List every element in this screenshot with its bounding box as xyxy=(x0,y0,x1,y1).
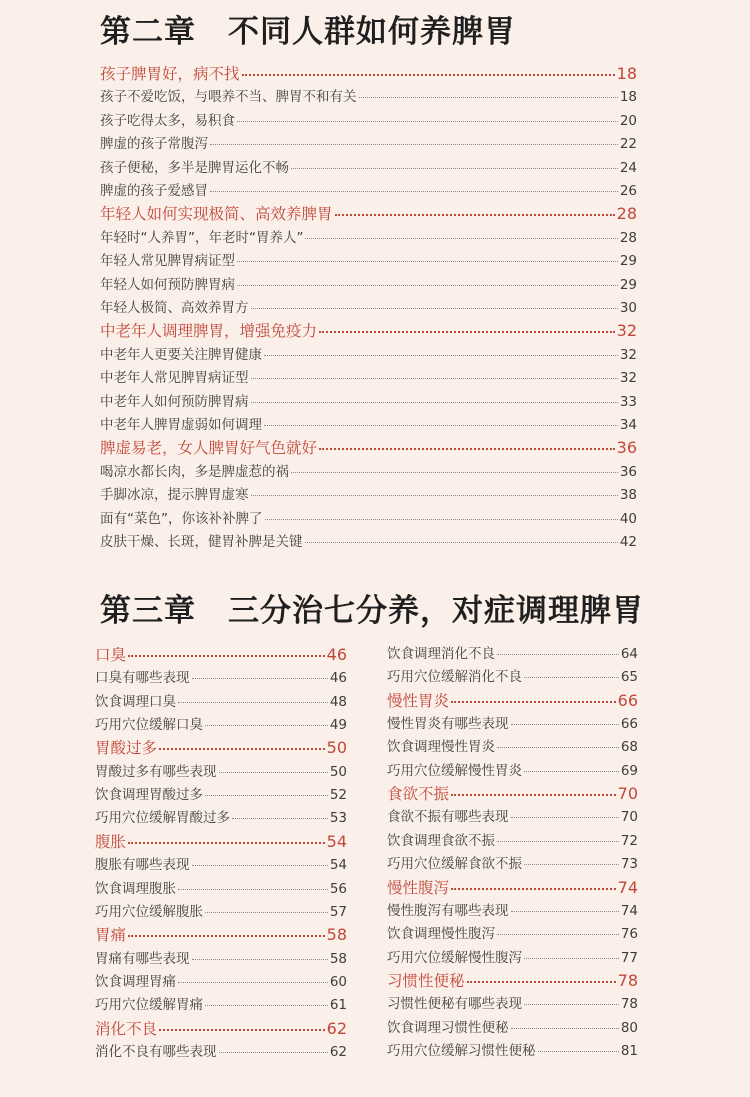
toc-entry-page-number: 61 xyxy=(329,997,347,1014)
toc-entry[interactable] xyxy=(100,296,637,316)
dot-leader xyxy=(538,1051,619,1052)
toc-entry-page-number: 76 xyxy=(620,926,638,943)
toc-entry-page-number: 53 xyxy=(329,810,347,827)
toc-entry-title: 胃酸过多有哪些表现 xyxy=(95,763,217,780)
toc-section-entry[interactable] xyxy=(95,1017,347,1039)
toc-entry-page-number: 46 xyxy=(329,670,347,687)
toc-entry-title: 习惯性便秘 xyxy=(387,971,465,990)
toc-entry-page-number: 77 xyxy=(620,949,638,966)
dot-leader xyxy=(319,331,615,333)
dot-leader xyxy=(192,865,328,866)
toc-entry-page-number: 60 xyxy=(329,973,347,990)
toc-entry[interactable] xyxy=(95,783,347,803)
toc-entry[interactable] xyxy=(95,993,347,1013)
dot-leader xyxy=(251,378,618,379)
toc-entry-title: 胃酸过多 xyxy=(95,739,158,758)
toc-entry-page-number: 81 xyxy=(620,1042,638,1059)
dot-leader xyxy=(291,168,618,169)
toc-entry-title: 饮食调理消化不良 xyxy=(387,646,495,662)
toc-entry-page-number: 72 xyxy=(620,832,638,849)
toc-entry[interactable] xyxy=(387,1016,638,1036)
toc-entry-title: 口臭 xyxy=(95,646,127,664)
toc-entry-title: 胃痛有哪些表现 xyxy=(95,950,190,967)
toc-entry-page-number: 36 xyxy=(619,463,637,480)
toc-entry-title: 脾虚易老，女人脾胃好气色就好 xyxy=(100,439,318,458)
dot-leader xyxy=(335,214,615,216)
toc-entry-title: 皮肤干燥、长斑，健胃补脾是关键 xyxy=(100,534,303,550)
dot-leader xyxy=(232,818,328,819)
dot-leader xyxy=(305,238,617,239)
toc-entry-page-number: 32 xyxy=(619,346,637,363)
toc-entry-page-number: 32 xyxy=(619,370,637,387)
toc-entry-title: 食欲不振 xyxy=(387,785,450,804)
toc-entry-page-number: 29 xyxy=(619,253,637,270)
toc-entry-page-number: 62 xyxy=(326,1018,347,1038)
toc-entry-page-number: 46 xyxy=(326,645,347,664)
toc-entry-title: 饮食调理慢性腹泻 xyxy=(387,926,495,943)
dot-leader xyxy=(242,74,615,76)
toc-entry-title: 巧用穴位缓解慢性胃炎 xyxy=(387,762,522,779)
toc-entry[interactable] xyxy=(387,759,638,779)
toc-section-entry[interactable] xyxy=(95,643,347,665)
dot-leader xyxy=(264,425,618,426)
dot-leader xyxy=(511,724,619,725)
toc-entry[interactable] xyxy=(100,483,637,503)
toc-entry-page-number: 33 xyxy=(619,393,637,410)
toc-entry[interactable] xyxy=(95,713,347,733)
dot-leader xyxy=(159,748,325,750)
dot-leader xyxy=(319,448,615,450)
dot-leader xyxy=(210,144,618,145)
toc-entry-title: 面有“菜色”，你该补补脾了 xyxy=(100,510,263,527)
toc-entry[interactable] xyxy=(100,109,637,129)
toc-entry-page-number: 29 xyxy=(619,276,637,293)
dot-leader xyxy=(178,982,328,983)
toc-entry-title: 饮食调理胃痛 xyxy=(95,973,176,990)
toc-entry-title: 消化不良有哪些表现 xyxy=(95,1043,217,1060)
toc-entry-title: 巧用穴位缓解腹胀 xyxy=(95,903,203,920)
toc-entry-page-number: 54 xyxy=(326,831,347,851)
toc-entry-title: 孩子吃得太多，易积食 xyxy=(100,112,235,129)
toc-entry-title: 中老年人更要关注脾胃健康 xyxy=(100,346,262,363)
dot-leader xyxy=(497,841,619,842)
dot-leader xyxy=(524,771,619,772)
dot-leader xyxy=(192,959,328,960)
toc-entry-page-number: 68 xyxy=(620,739,638,756)
toc-entry[interactable] xyxy=(387,852,638,872)
toc-entry-title: 腹胀有哪些表现 xyxy=(95,857,190,874)
toc-entry-title: 孩子脾胃好，病不找 xyxy=(100,65,240,83)
toc-entry-title: 饮食调理慢性胃炎 xyxy=(387,739,495,756)
toc-entry-title: 年轻人极简、高效养胃方 xyxy=(100,300,249,316)
toc-entry[interactable] xyxy=(100,507,637,527)
dot-leader xyxy=(237,121,618,122)
dot-leader xyxy=(264,355,618,356)
toc-entry[interactable] xyxy=(100,132,637,152)
toc-entry[interactable] xyxy=(100,226,637,246)
toc-entry[interactable] xyxy=(100,413,637,433)
dot-leader xyxy=(205,725,328,726)
dot-leader xyxy=(192,678,328,679)
dot-leader xyxy=(511,817,619,818)
toc-entry[interactable] xyxy=(95,877,347,897)
toc-entry[interactable] xyxy=(387,1039,638,1059)
toc-entry-title: 巧用穴位缓解胃痛 xyxy=(95,997,203,1014)
toc-entry-title: 中老年人如何预防脾胃病 xyxy=(100,393,249,410)
toc-entry-title: 巧用穴位缓解消化不良 xyxy=(387,669,522,686)
dot-leader xyxy=(451,888,616,890)
toc-entry[interactable] xyxy=(387,805,638,825)
chapter-2-title: 第二章 不同人群如何养脾胃 xyxy=(100,14,516,50)
dot-leader xyxy=(291,472,618,473)
toc-section-entry[interactable] xyxy=(100,62,637,84)
toc-entry-page-number: 80 xyxy=(620,1019,638,1036)
toc-entry-page-number: 78 xyxy=(617,970,638,990)
toc-entry-title: 慢性腹泻有哪些表现 xyxy=(387,902,509,919)
toc-entry[interactable] xyxy=(387,922,638,942)
toc-entry-title: 中老年人常见脾胃病证型 xyxy=(100,370,249,387)
toc-entry-title: 年轻时“人养胃”，年老时“胃养人” xyxy=(100,229,304,246)
toc-entry-title: 食欲不振有哪些表现 xyxy=(387,809,509,826)
toc-entry-title: 慢性胃炎有哪些表现 xyxy=(387,716,509,733)
dot-leader xyxy=(511,1028,619,1029)
dot-leader xyxy=(524,1004,619,1005)
toc-entry[interactable] xyxy=(95,947,347,967)
dot-leader xyxy=(524,864,619,865)
dot-leader xyxy=(305,542,618,543)
toc-entry-page-number: 50 xyxy=(326,738,347,758)
toc-entry-title: 巧用穴位缓解胃酸过多 xyxy=(95,810,230,827)
toc-entry[interactable] xyxy=(387,899,638,919)
toc-entry-title: 中老年人调理脾胃，增强免疫力 xyxy=(100,322,318,341)
toc-entry-page-number: 78 xyxy=(620,996,638,1013)
toc-entry-page-number: 62 xyxy=(329,1043,347,1060)
toc-section-entry[interactable] xyxy=(95,923,347,945)
toc-entry-page-number: 18 xyxy=(616,64,637,83)
toc-entry-page-number: 24 xyxy=(619,159,637,176)
toc-entry-page-number: 58 xyxy=(329,950,347,967)
toc-entry-page-number: 26 xyxy=(619,183,637,199)
toc-entry-page-number: 66 xyxy=(617,690,638,710)
dot-leader xyxy=(159,1029,325,1031)
toc-entry-title: 消化不良 xyxy=(95,1019,158,1038)
toc-entry[interactable] xyxy=(95,760,347,780)
toc-entry-page-number: 42 xyxy=(619,534,637,550)
toc-entry-page-number: 50 xyxy=(329,763,347,780)
chapter-3-title: 第三章 三分治七分养，对症调理脾胃 xyxy=(100,593,644,629)
dot-leader xyxy=(265,519,618,520)
toc-entry-title: 腹胀 xyxy=(95,832,127,851)
toc-entry-page-number: 54 xyxy=(329,857,347,874)
toc-entry[interactable] xyxy=(95,970,347,990)
toc-entry-title: 脾虚的孩子常腹泻 xyxy=(100,136,208,153)
toc-entry-title: 胃痛 xyxy=(95,926,127,945)
toc-entry-title: 慢性胃炎 xyxy=(387,691,450,710)
dot-leader xyxy=(128,655,325,657)
toc-entry-page-number: 38 xyxy=(619,487,637,504)
toc-entry[interactable] xyxy=(100,156,637,176)
toc-section-entry[interactable] xyxy=(387,969,638,991)
toc-entry[interactable] xyxy=(100,343,637,363)
toc-entry-title: 巧用穴位缓解食欲不振 xyxy=(387,856,522,873)
toc-entry[interactable] xyxy=(95,806,347,826)
toc-entry-title: 饮食调理胃酸过多 xyxy=(95,787,203,804)
toc-entry-page-number: 66 xyxy=(620,716,638,733)
toc-entry-page-number: 36 xyxy=(616,438,637,458)
toc-section-entry[interactable] xyxy=(387,782,638,804)
toc-entry-title: 手脚冰凉，提示脾胃虚寒 xyxy=(100,487,249,504)
toc-section-entry[interactable] xyxy=(95,830,347,852)
toc-entry-page-number: 74 xyxy=(620,902,638,919)
dot-leader xyxy=(128,935,325,937)
toc-entry-page-number: 64 xyxy=(620,646,638,662)
toc-entry-page-number: 34 xyxy=(619,417,637,433)
toc-entry-page-number: 57 xyxy=(329,903,347,920)
toc-entry-page-number: 74 xyxy=(617,877,638,897)
toc-entry-page-number: 40 xyxy=(619,510,637,527)
dot-leader xyxy=(178,702,328,703)
toc-entry-title: 饮食调理口臭 xyxy=(95,693,176,710)
toc-entry-title: 孩子不爱吃饭，与喂养不当、脾胃不和有关 xyxy=(100,89,357,106)
toc-entry[interactable] xyxy=(387,735,638,755)
toc-entry-title: 饮食调理腹胀 xyxy=(95,880,176,897)
toc-entry-page-number: 65 xyxy=(620,669,638,686)
toc-entry[interactable] xyxy=(387,665,638,685)
dot-leader xyxy=(219,772,328,773)
toc-entry[interactable] xyxy=(387,642,638,662)
toc-entry-title: 年轻人如何预防脾胃病 xyxy=(100,276,235,293)
dot-leader xyxy=(524,677,619,678)
toc-entry[interactable] xyxy=(100,85,637,105)
dot-leader xyxy=(237,261,618,262)
toc-entry-title: 年轻人常见脾胃病证型 xyxy=(100,253,235,270)
dot-leader xyxy=(497,934,619,935)
toc-entry[interactable] xyxy=(95,1040,347,1060)
dot-leader xyxy=(205,912,328,913)
toc-section-entry[interactable] xyxy=(100,436,637,458)
toc-entry-title: 巧用穴位缓解口臭 xyxy=(95,717,203,734)
toc-entry[interactable] xyxy=(95,666,347,686)
toc-entry-page-number: 32 xyxy=(616,321,637,341)
dot-leader xyxy=(451,794,616,796)
toc-entry[interactable] xyxy=(100,390,637,410)
toc-section-entry[interactable] xyxy=(100,319,637,341)
toc-entry-page-number: 56 xyxy=(329,880,347,897)
toc-entry[interactable] xyxy=(95,690,347,710)
dot-leader xyxy=(251,495,618,496)
toc-entry[interactable] xyxy=(100,460,637,480)
toc-entry-page-number: 18 xyxy=(619,89,637,106)
toc-entry[interactable] xyxy=(95,900,347,920)
dot-leader xyxy=(497,747,619,748)
toc-entry-page-number: 69 xyxy=(620,762,638,779)
toc-entry-title: 中老年人脾胃虚弱如何调理 xyxy=(100,417,262,433)
toc-entry-page-number: 28 xyxy=(616,204,637,224)
dot-leader xyxy=(524,958,619,959)
toc-entry-page-number: 48 xyxy=(329,693,347,710)
toc-entry-title: 口臭有哪些表现 xyxy=(95,670,190,687)
toc-section-entry[interactable] xyxy=(387,876,638,898)
toc-entry-page-number: 70 xyxy=(617,784,638,804)
toc-entry-title: 孩子便秘，多半是脾胃运化不畅 xyxy=(100,159,289,176)
toc-entry-page-number: 52 xyxy=(329,787,347,804)
toc-entry[interactable] xyxy=(100,273,637,293)
dot-leader xyxy=(451,701,616,703)
toc-entry-page-number: 20 xyxy=(619,112,637,129)
dot-leader xyxy=(237,285,618,286)
dot-leader xyxy=(359,97,618,98)
toc-entry-page-number: 28 xyxy=(619,229,637,246)
dot-leader xyxy=(210,191,618,192)
toc-entry-title: 喝凉水都长肉，多是脾虚惹的祸 xyxy=(100,463,289,480)
toc-section-entry[interactable] xyxy=(95,736,347,758)
toc-entry-page-number: 73 xyxy=(620,856,638,873)
toc-entry[interactable] xyxy=(387,992,638,1012)
toc-entry[interactable] xyxy=(387,712,638,732)
toc-entry-title: 巧用穴位缓解习惯性便秘 xyxy=(387,1042,536,1059)
toc-entry-page-number: 22 xyxy=(619,136,637,153)
toc-entry-title: 慢性腹泻 xyxy=(387,878,450,897)
toc-entry[interactable] xyxy=(95,853,347,873)
dot-leader xyxy=(511,911,619,912)
toc-section-entry[interactable] xyxy=(100,202,637,224)
toc-entry-page-number: 30 xyxy=(619,300,637,316)
dot-leader xyxy=(205,795,328,796)
toc-entry[interactable] xyxy=(100,179,637,199)
toc-entry-title: 习惯性便秘有哪些表现 xyxy=(387,996,522,1013)
dot-leader xyxy=(205,1005,328,1006)
toc-entry-title: 饮食调理食欲不振 xyxy=(387,832,495,849)
toc-entry[interactable] xyxy=(100,249,637,269)
dot-leader xyxy=(178,889,328,890)
toc-entry-page-number: 70 xyxy=(620,809,638,826)
dot-leader xyxy=(467,981,616,983)
toc-entry[interactable] xyxy=(387,946,638,966)
toc-entry[interactable] xyxy=(100,366,637,386)
toc-entry-page-number: 49 xyxy=(329,717,347,734)
dot-leader xyxy=(497,654,619,655)
dot-leader xyxy=(219,1052,328,1053)
toc-section-entry[interactable] xyxy=(387,689,638,711)
toc-entry-title: 脾虚的孩子爱感冒 xyxy=(100,183,208,199)
toc-entry-page-number: 58 xyxy=(326,925,347,945)
dot-leader xyxy=(251,402,618,403)
dot-leader xyxy=(128,842,325,844)
toc-entry-title: 年轻人如何实现极简、高效养脾胃 xyxy=(100,205,333,224)
dot-leader xyxy=(251,308,618,309)
toc-entry-title: 饮食调理习惯性便秘 xyxy=(387,1019,509,1036)
toc-entry[interactable] xyxy=(100,530,637,550)
toc-entry[interactable] xyxy=(387,829,638,849)
toc-entry-title: 巧用穴位缓解慢性腹泻 xyxy=(387,949,522,966)
